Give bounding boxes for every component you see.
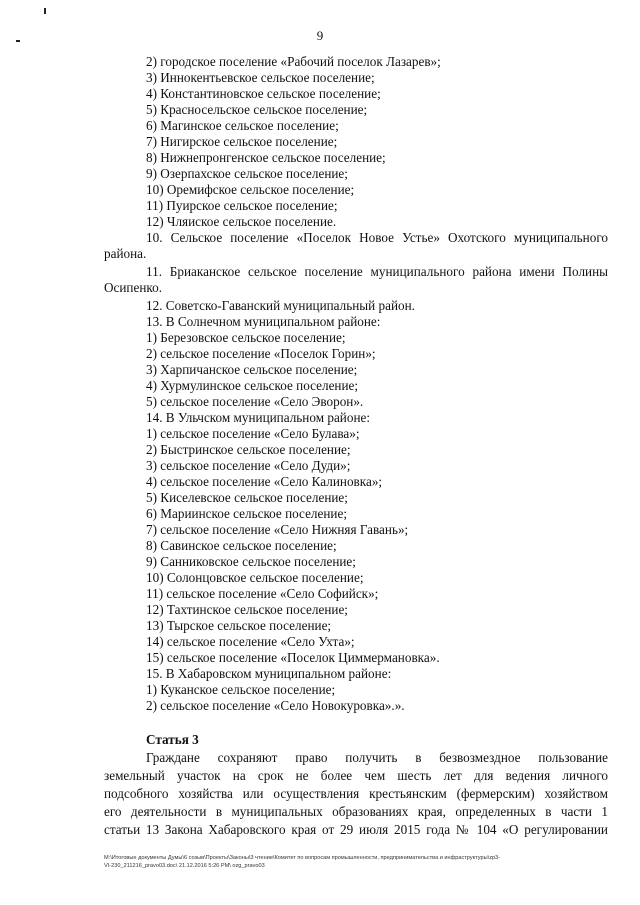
list-item: 1) Березовское сельское поселение; (146, 330, 346, 345)
list-item: 11) сельское поселение «Село Софийск»; (146, 586, 379, 601)
list-item: 4) Хурмулинское сельское поселение; (146, 378, 359, 393)
list-item: 12. Советско-Гаванский муниципальный район. (146, 298, 415, 313)
list-item: 9) Озерпахское сельское поселение; (146, 166, 348, 181)
list-item: 10. Сельское поселение «Поселок Новое Устье» Охотского муниципального (146, 230, 608, 245)
list-item: 5) Киселевское сельское поселение; (146, 490, 348, 505)
list-item: 1) сельское поселение «Село Булава»; (146, 426, 360, 441)
list-item: 2) сельское поселение «Поселок Горин»; (146, 346, 376, 361)
list-item: 5) сельское поселение «Село Эворон». (146, 394, 364, 409)
article-paragraph-line: подсобного хозяйства или осуществления крестьянским (фермерским) хозяйством (104, 786, 608, 801)
list-item: 2) сельское поселение «Село Новокуровка».». (146, 698, 405, 713)
list-item: 14. В Ульчском муниципальном районе: (146, 410, 371, 425)
file-path-footer (104, 854, 624, 870)
list-item: 4) Константиновское сельское поселение; (146, 86, 381, 101)
list-item: 15) сельское поселение «Поселок Циммермановка». (146, 650, 440, 665)
list-item: 2) Быстринское сельское поселение; (146, 442, 351, 457)
scan-mark (44, 8, 46, 14)
list-item: 9) Санниковское сельское поселение; (146, 554, 356, 569)
list-item: 8) Савинское сельское поселение; (146, 538, 337, 553)
list-item: 12) Чляиское сельское поселение. (146, 214, 337, 229)
list-item: 7) Нигирское сельское поселение; (146, 134, 338, 149)
article-heading: Статья 3 (146, 732, 199, 747)
list-item: 7) сельское поселение «Село Нижняя Гавань»; (146, 522, 409, 537)
list-item: 6) Мариинское сельское поселение; (146, 506, 347, 521)
list-item: 10) Солонцовское сельское поселение; (146, 570, 364, 585)
list-item: 5) Красносельское сельское поселение; (146, 102, 368, 117)
page-number: 9 (316, 28, 324, 43)
list-item: 3) Харпичанское сельское поселение; (146, 362, 358, 377)
list-item: 12) Тахтинское сельское поселение; (146, 602, 348, 617)
article-paragraph-line: земельный участок на срок не более чем шесть лет для ведения личного (104, 768, 608, 783)
footer-line: M:\Итоговые документы Думы\6 созыв\Проекты\Законы\3 чтение\Комитет по вопросам промышленности, предпринимательства и инфраструктуры\zp3- (104, 855, 501, 861)
list-item: 13. В Солнечном муниципальном районе: (146, 314, 381, 329)
list-item: 3) Иннокентьевское сельское поселение; (146, 70, 375, 85)
article-paragraph-line: Граждане сохраняют право получить в безвозмездное пользование (146, 750, 608, 765)
list-item: 2) городское поселение «Рабочий поселок Лазарев»; (146, 54, 441, 69)
footer-line: VI-230_211216_pravo03.doc\ 21.12.2016 5:26 PM\ ozg_pravo03 (104, 863, 265, 869)
list-item: 8) Нижнепронгенское сельское поселение; (146, 150, 386, 165)
list-item: 3) сельское поселение «Село Дуди»; (146, 458, 351, 473)
list-item-continuation: района. (104, 246, 147, 261)
list-item: 1) Куканское сельское поселение; (146, 682, 336, 697)
article-paragraph-line: его деятельности в муниципальных образованиях края, определенных в части 1 (104, 804, 608, 819)
list-item: 4) сельское поселение «Село Калиновка»; (146, 474, 383, 489)
list-item-continuation: Осипенко. (104, 280, 163, 295)
list-item: 15. В Хабаровском муниципальном районе: (146, 666, 392, 681)
list-item: 11. Бриаканское сельское поселение муниципального района имени Полины (146, 264, 608, 279)
list-item: 10) Оремифское сельское поселение; (146, 182, 355, 197)
list-item: 14) сельское поселение «Село Ухта»; (146, 634, 355, 649)
list-item: 11) Пуирское сельское поселение; (146, 198, 338, 213)
article-paragraph-line: статьи 13 Закона Хабаровского края от 29 июля 2015 года № 104 «О регулировании (104, 822, 608, 837)
list-item: 13) Тырское сельское поселение; (146, 618, 332, 633)
list-item: 6) Магинское сельское поселение; (146, 118, 339, 133)
